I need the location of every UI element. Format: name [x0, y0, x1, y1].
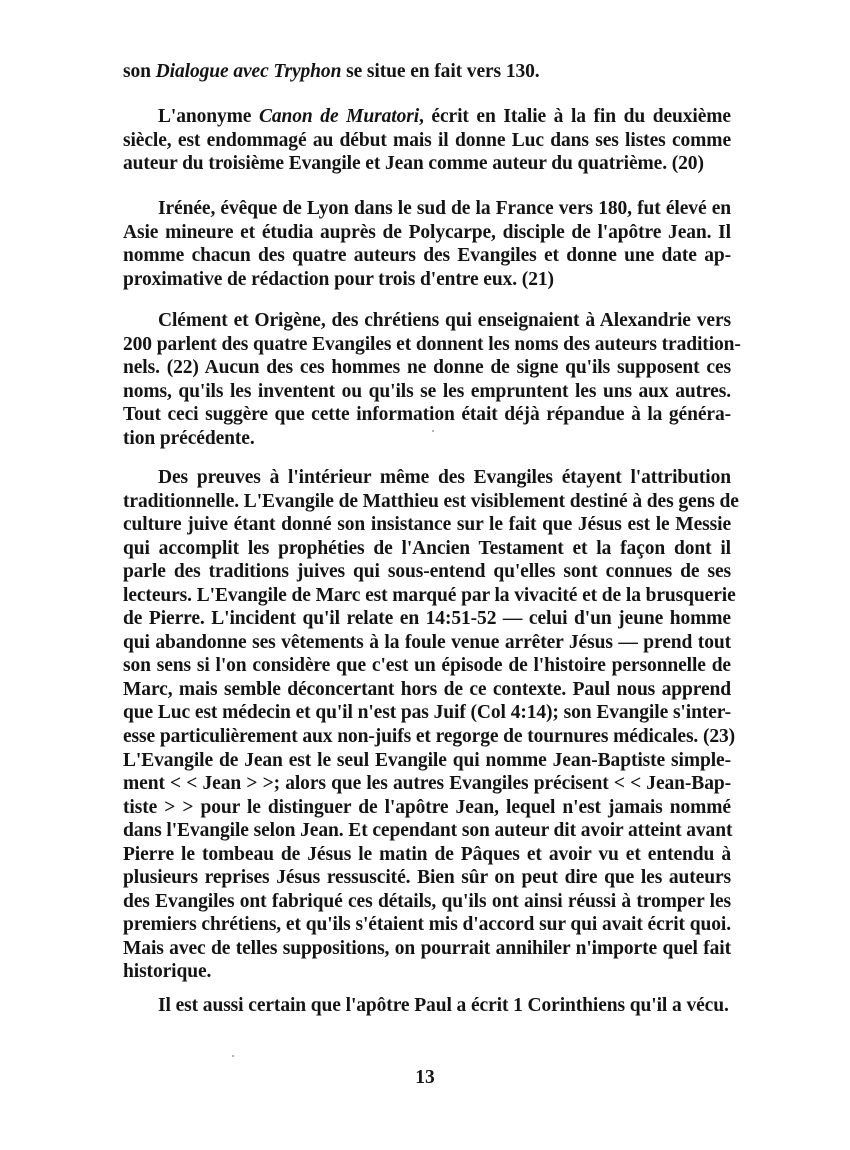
text-line: auteur du troisième Evangile et Jean comme auteur du quatrième. (20) [123, 153, 704, 175]
text-line: Il est aussi certain que l'apôtre Paul a écrit 1 Corinthiens qu'il a vécu. [158, 995, 729, 1016]
text-line: Marc, mais semble déconcertant hors de ce contexte. Paul nous apprend [123, 678, 731, 700]
scan-speck [232, 1055, 234, 1057]
text-line: proximative de rédaction pour trois d'entre eux. (21) [123, 268, 554, 290]
text-line: esse particulièrement aux non-juifs et regorge de tournures médicales. (23) [123, 726, 736, 748]
text-line: ment < < Jean > >; alors que les autres Evangiles précisent < < Jean-Bap- [123, 773, 731, 795]
text-line: son sens si l'on considère que c'est un épisode de l'histoire personnelle de [123, 655, 731, 677]
text-line: historique. [123, 961, 212, 983]
text-line: Tout ceci suggère que cette information était déjà répandue à la généra- [123, 404, 731, 426]
text-line: premiers chrétiens, et qu'ils s'étaient mis d'accord sur qui avait écrit quoi. [123, 914, 731, 936]
paragraph-3-irenee [123, 197, 731, 291]
text-line: nels. (22) Aucun des ces hommes ne donne de signe qu'ils supposent ces [123, 357, 731, 379]
text-line: 200 parlent des quatre Evangiles et donnent les noms des auteurs tradition- [123, 333, 741, 355]
paragraph-2-muratori [123, 105, 731, 176]
text-line: Mais avec de telles suppositions, on pourrait annihiler n'importe quel fait [123, 937, 731, 959]
text-line: que Luc est médecin et qu'il n'est pas Juif (Col 4:14); son Evangile s'inter- [123, 702, 731, 724]
text-line: dans l'Evangile selon Jean. Et cependant son auteur dit avoir atteint avant [123, 820, 733, 842]
text-line: qui accomplit les prophéties de l'Ancien Testament et la façon dont il [123, 537, 731, 559]
text-line: L'Evangile de Jean est le seul Evangile qui nomme Jean-Baptiste simple- [123, 749, 731, 771]
text-line: tion précédente. [123, 427, 255, 449]
text-line: parle des traditions juives qui sous-entend qu'elles sont connues de ses [123, 561, 731, 583]
text-line: noms, qu'ils les inventent ou qu'ils se les empruntent les uns aux autres. [123, 380, 731, 402]
text-line: son Dialogue avec Tryphon se situe en fait vers 130. [123, 61, 540, 82]
text-line: des Evangiles ont fabriqué ces détails, qu'ils ont ainsi réussi à tromper les [123, 890, 731, 912]
paragraph-1 [123, 60, 731, 84]
page-number: 13 [415, 1067, 435, 1088]
scan-speck [432, 430, 434, 432]
text-line: Irénée, évêque de Lyon dans le sud de la France vers 180, fut élevé en [158, 198, 731, 219]
text-line: Pierre le tombeau de Jésus le matin de Pâques et avoir vu et entendu à [123, 843, 731, 865]
text-line: plusieurs reprises Jésus ressuscité. Bien sûr on peut dire que les auteurs [123, 867, 731, 889]
paragraph-6-paul [123, 994, 731, 1018]
text-line: nomme chacun des quatre auteurs des Evangiles et donne une date ap- [123, 245, 731, 267]
text-line: lecteurs. L'Evangile de Marc est marqué par la vivacité et de la brusquerie [123, 584, 736, 606]
text-line: tiste > > pour le distinguer de l'apôtre Jean, lequel n'est jamais nommé [123, 796, 731, 818]
text-line: Des preuves à l'intérieur même des Evangiles étayent l'attribution [158, 467, 731, 488]
text-line: traditionnelle. L'Evangile de Matthieu est visiblement destiné à des gens de [123, 490, 739, 512]
text-line: culture juive étant donné son insistance sur le fait que Jésus est le Messie [123, 514, 731, 536]
text-line: Asie mineure et étudia auprès de Polycarpe, disciple de l'apôtre Jean. Il [123, 221, 731, 243]
paragraph-4-clement-origene [123, 309, 741, 450]
text-line: qui abandonne ses vêtements à la foule venue arrêter Jésus — prend tout [123, 631, 731, 653]
text-line: Clément et Origène, des chrétiens qui enseignaient à Alexandrie vers [158, 310, 731, 331]
text-line: de Pierre. L'incident qu'il relate en 14:51-52 — celui d'un jeune homme [123, 608, 731, 630]
text-line: L'anonyme Canon de Muratori, écrit en Italie à la fin du deuxième [158, 106, 731, 127]
paragraph-5-internal-evidence [123, 466, 739, 984]
text-line: siècle, est endommagé au début mais il donne Luc dans ses listes comme [123, 129, 731, 151]
